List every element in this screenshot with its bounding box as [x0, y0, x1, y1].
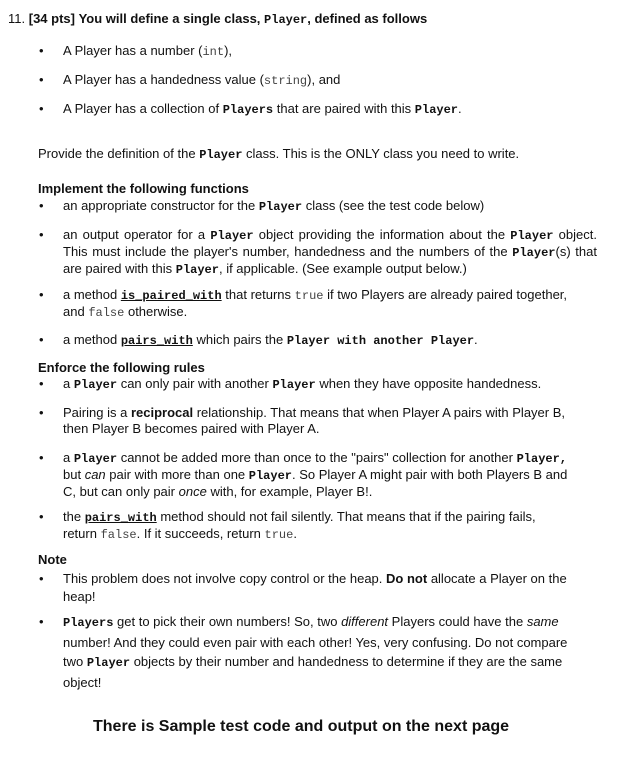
text: heap! [63, 589, 96, 604]
code-is-paired-with: is_paired_with [120, 289, 222, 303]
text: ), and [307, 72, 341, 87]
text: A Player has a handedness value ( [63, 72, 264, 87]
italic-different: different [341, 614, 389, 629]
code-player: Player [512, 246, 556, 260]
note-item-heap [63, 570, 597, 606]
text: that are paired with this [276, 101, 412, 116]
text: ), [224, 43, 233, 58]
question-number: 11. [8, 11, 26, 26]
text: can only pair with another [120, 376, 269, 391]
text: Players could have the [391, 614, 524, 629]
text: . If it succeeds, return [136, 526, 261, 541]
text: This problem does not involve copy control or the heap. [63, 571, 383, 586]
text: allocate a Player on the [430, 571, 567, 586]
text: objects by their number and handedness to determine if they are the same [133, 654, 563, 669]
enforce-heading: Enforce the following rules [38, 360, 205, 375]
code-false: false [100, 528, 137, 542]
definition-item-number [63, 43, 597, 60]
text: Pairing is a [63, 405, 128, 420]
text: a [63, 450, 71, 465]
text: with, for example, Player B!. [210, 484, 373, 499]
enforce-item-reciprocal [63, 405, 597, 437]
code-player: Player, [516, 452, 568, 466]
code-player: Player [73, 378, 118, 392]
code-false: false [88, 306, 125, 320]
text: number! And they could even pair with each other! Yes, very confusing. Do not compare [63, 635, 568, 650]
text: method should not fail silently. That means that if the pairing fails, [160, 509, 536, 524]
code-players: Players [222, 103, 274, 117]
text: but [63, 467, 82, 482]
implement-item-is-paired-with [63, 287, 597, 321]
text: when they have opposite handedness. [319, 376, 542, 391]
code-pairs-with: pairs_with [84, 511, 157, 525]
code-player: Player [210, 229, 254, 243]
question-points: [34 pts] [28, 11, 75, 26]
text: pair with more than one [109, 467, 246, 482]
text: . [293, 526, 297, 541]
code-player: Player [414, 103, 459, 117]
code-player: Player [510, 229, 554, 243]
text: then Player B becomes paired with Player A. [63, 421, 320, 436]
text: class (see the test code below) [305, 198, 485, 213]
code-player: Player [175, 263, 219, 277]
provide-paragraph [38, 146, 605, 162]
definition-item-handedness [63, 72, 597, 89]
italic-same: same [526, 614, 559, 629]
code-string: string [263, 74, 308, 88]
text: class. This is the ONLY class you need to write. [246, 146, 520, 161]
implement-item-output-operator [63, 227, 597, 278]
text: Provide the definition of the [38, 146, 196, 161]
text: an appropriate constructor for the [63, 198, 256, 213]
italic-once: once [178, 484, 207, 499]
text: a [63, 376, 71, 391]
text: a method [63, 287, 118, 302]
text: return [63, 526, 97, 541]
text: that returns [225, 287, 292, 302]
question-intro: You will define a single class, [78, 11, 261, 26]
text: the [63, 509, 82, 524]
footer-note: There is Sample test code and output on the next page [93, 718, 510, 735]
note-item-numbers [63, 612, 597, 692]
text: . [458, 101, 462, 116]
code-player: Player [199, 148, 243, 162]
implement-item-constructor [63, 198, 597, 215]
text: . So Player A might pair with both Players B and [292, 467, 568, 482]
text: A Player has a number ( [63, 43, 203, 58]
text: which pairs the [196, 332, 284, 347]
text: two [63, 654, 84, 669]
code-player: Player [272, 378, 316, 392]
text: . [474, 332, 478, 347]
code-player: Player [258, 200, 303, 214]
class-name: Player [264, 13, 308, 27]
enforce-item-fail-silently [63, 509, 597, 543]
text: a method [63, 332, 118, 347]
text: cannot be added more than once to the "pairs" collection for another [120, 450, 513, 465]
italic-can: can [84, 467, 106, 482]
question-header [8, 11, 427, 27]
implement-item-pairs-with [63, 332, 597, 349]
code-player-with-another-player: Player with another Player [286, 334, 475, 348]
bold-do-not: Do not [386, 571, 428, 586]
code-player: Player [73, 452, 118, 466]
code-players: Players [63, 616, 114, 630]
code-true: true [264, 528, 294, 542]
implement-heading: Implement the following functions [38, 181, 249, 196]
code-int: int [202, 45, 225, 59]
text: get to pick their own numbers! So, two [117, 614, 338, 629]
code-player: Player [86, 656, 131, 670]
definition-item-collection [63, 101, 597, 118]
code-player: Player [248, 469, 292, 483]
note-heading: Note [38, 552, 67, 567]
text: object providing the information about the [258, 227, 506, 242]
enforce-item-handedness [63, 376, 597, 393]
text: relationship. That means that when Player A pairs with Player B, [196, 405, 566, 420]
text: an output operator for a [63, 227, 206, 242]
text: and [63, 304, 85, 319]
enforce-item-once [63, 450, 597, 500]
text: C, but can only pair [63, 484, 176, 499]
text: if two Players are already paired together, [327, 287, 568, 302]
question-intro-end: , defined as follows [307, 11, 428, 26]
text: object. This must include the player's number, handedness and the numbers of the [63, 227, 597, 259]
text: object! [63, 675, 102, 690]
text: A Player has a collection of [63, 101, 220, 116]
text: (s) that are paired with this [63, 244, 597, 276]
code-pairs-with: pairs_with [120, 334, 193, 348]
text: otherwise. [127, 304, 188, 319]
text: , if applicable. (See example output below.) [218, 261, 467, 276]
code-true: true [294, 289, 324, 303]
bold-reciprocal: reciprocal [130, 405, 194, 420]
